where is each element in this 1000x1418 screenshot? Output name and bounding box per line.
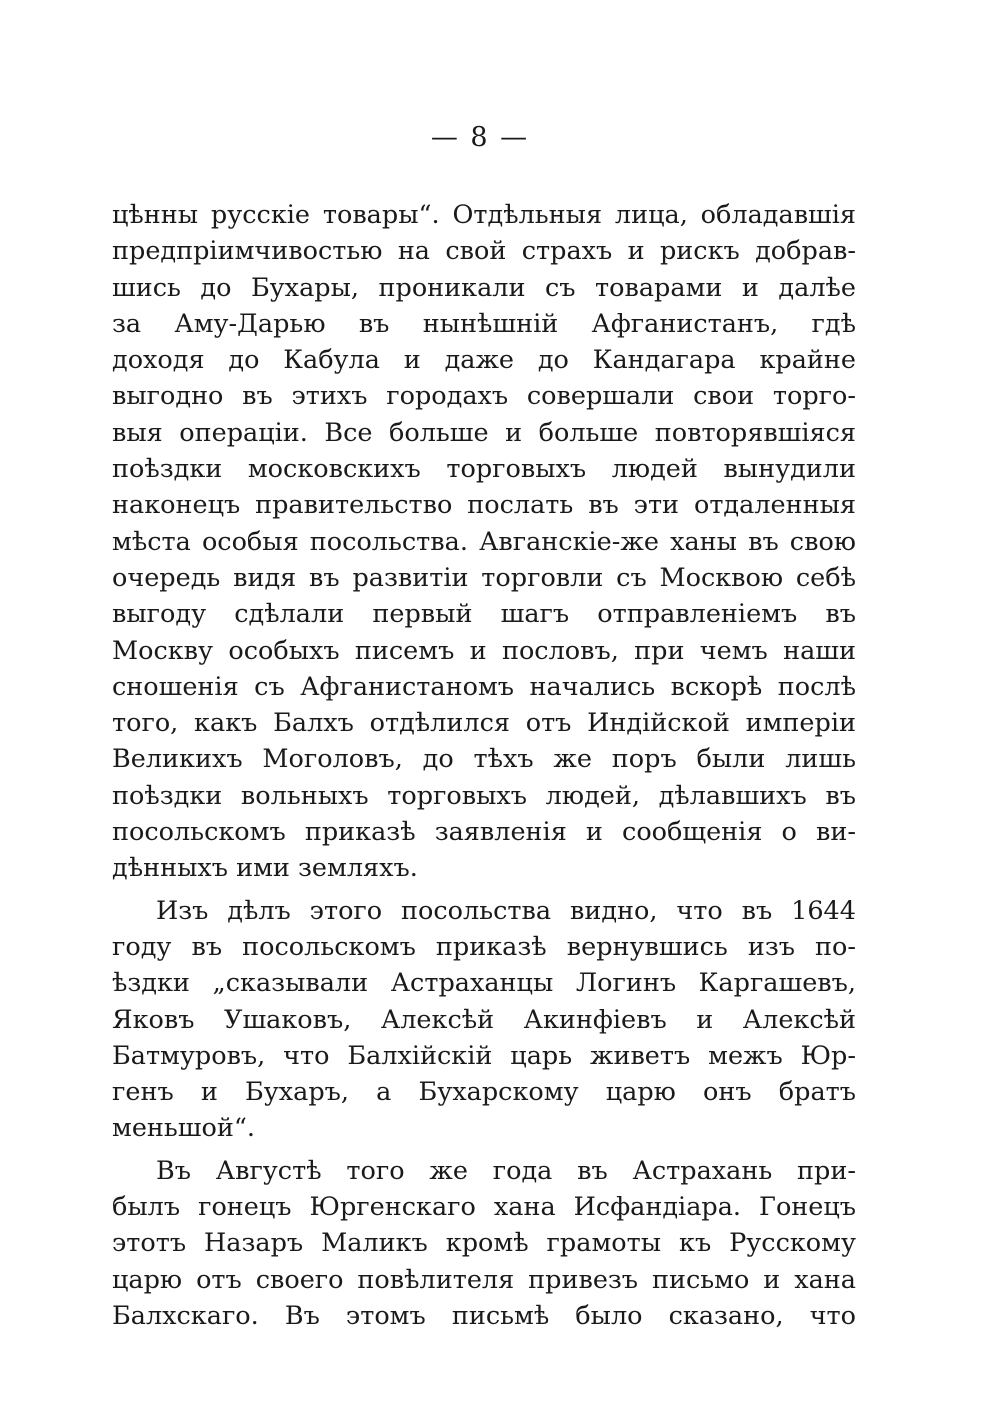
text-line: году въ посольскомъ приказѣ вернувшись изъ по- [112,931,856,962]
paragraph-2 [112,893,856,1147]
text-line: выгоду сдѣлали первый шагъ отправленіемъ въ [112,599,856,630]
text-line: Въ Августѣ того же года въ Астрахань при- [156,1155,856,1186]
text-line: шись до Бухары, проникали съ товарами и далѣе [112,272,856,303]
paragraph-1 [112,197,856,887]
text-line: Яковъ Ушаковъ, Алексѣй Акинфіевъ и Алексѣй [112,1004,856,1035]
text-line: наконецъ правительство послать въ эти отдаленныя [112,490,856,521]
text-line: выгодно въ этихъ городахъ совершали свои торго- [112,381,856,412]
text-line: выя операціи. Все больше и больше повторявшіяся [112,417,856,448]
text-line: того, какъ Балхъ отдѣлился отъ Индійской имперіи [112,708,856,739]
text-line: сношенія съ Афганистаномъ начались вскорѣ послѣ [112,671,856,702]
paragraph-3 [112,1153,856,1334]
text-line: поѣздки вольныхъ торговыхъ людей, дѣлавшихъ въ [112,780,856,811]
text-line: цѣнны русскіе товары“. Отдѣльныя лица, обладавшія [112,200,856,230]
text-line: былъ гонецъ Юргенскаго хана Исфандіара. Гонецъ [112,1192,856,1223]
text-line: ѣздки „сказывали Астраханцы Логинъ Каргашевъ, [112,968,856,999]
text-line: очередь видя въ развитіи торговли съ Москвою себѣ [112,562,856,593]
page-number: — 8 — [430,122,530,153]
text-line: Великихъ Моголовъ, до тѣхъ же поръ были лишь [112,744,856,775]
text-line: дѣнныхъ ими земляхъ. [112,853,418,884]
text-line: царю отъ своего повѣлителя привезъ письмо и хана [112,1264,856,1295]
text-line: поѣздки московскихъ торговыхъ людей вынудили [112,454,856,485]
body-text [112,197,856,1334]
text-line: Балхскаго. Въ этомъ письмѣ было сказано, что [112,1300,856,1331]
text-line: меньшой“. [112,1113,256,1144]
text-line: доходя до Кабула и даже до Кандагара крайне [112,345,856,376]
text-line: предпріимчивостью на свой страхъ и рискъ добрав- [112,236,856,267]
text-line: мѣста особыя посольства. Авганскіе-же ханы въ свою [112,526,856,557]
text-line: за Аму-Дарью въ нынѣшній Афганистанъ, гдѣ [112,308,856,339]
text-line: Изъ дѣлъ этого посольства видно, что въ 1644 [156,895,856,926]
text-line: посольскомъ приказѣ заявленія и сообщенія о ви- [112,817,856,848]
text-line: Москву особыхъ писемъ и пословъ, при чемъ наши [112,635,856,666]
text-line: генъ и Бухаръ, а Бухарскому царю онъ братъ [112,1077,856,1108]
text-line: этотъ Назаръ Маликъ кромѣ грамоты къ Русскому [112,1228,856,1259]
text-line: Батмуровъ, что Балхійскій царь живетъ межъ Юр- [112,1040,856,1071]
